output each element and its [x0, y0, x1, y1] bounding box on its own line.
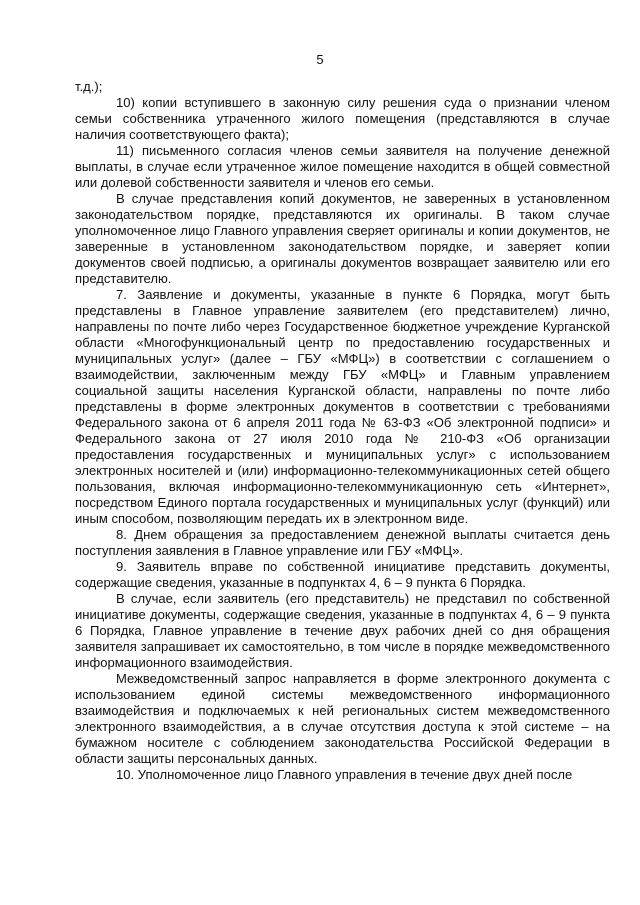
paragraph-copies-note: В случае представления копий документов, не заверенных в установленном законодательством порядке, представляются их оригиналы. В таком случае уполномоченное лицо Главного управления сверяет оригиналы и копии документов, не заверенные в установленном законодательством порядке, и заверяет копии документов своей подписью, а оригиналы документов возвращает заявителю или его представителю. [75, 191, 610, 286]
page-number: 5 [316, 52, 324, 67]
paragraph-clause-9-case: В случае, если заявитель (его представитель) не представил по собственной инициативе документы, содержащие сведения, указанные в подпунктах 4, 6 – 9 пункта 6 Порядка, Главное управление в течение двух рабочих дней со дня обращения заявителя запрашивает их самостоятельно, в том числе в порядке межведомственного информационного взаимодействия. [75, 591, 610, 670]
paragraph-item-10: 10) копии вступившего в законную силу решения суда о признании членом семьи собственника утраченного жилого помещения (представляются в случае наличия соответствующего факта); [75, 95, 610, 142]
paragraph-clause-9: 9. Заявитель вправе по собственной инициативе представить документы, содержащие сведения, указанные в подпунктах 4, 6 – 9 пункта 6 Порядка. [75, 559, 610, 590]
paragraph-clause-7: 7. Заявление и документы, указанные в пункте 6 Порядка, могут быть представлены в Главное управление заявителем (его представителем) лично, направлены по почте либо через Государственное бюджетное учреждение Курганской области «Многофункциональный центр по предоставлению государственных и муниципальных услуг» (далее – ГБУ «МФЦ») в соответствии с соглашением о взаимодействии, заключенным между ГБУ «МФЦ» и Главным управлением социальной защиты населения Курганской области, направлены по почте либо представлены в форме электронных документов в соответствии с требованиями Федерального закона от 6 апреля 2011 года № 63-ФЗ «Об электронной подписи» и Федерального закона от 27 июля 2010 года № 210-ФЗ «Об организации предоставления государственных и муниципальных услуг» с использованием электронных носителей и (или) информационно-телекоммуникационных сетей общего пользования, включая информационно-телекоммуникационную сеть «Интернет», посредством Единого портала государственных и муниципальных услуг (функций) или иным способом, позволяющим передать их в электронном виде. [75, 287, 610, 526]
body-text [75, 79, 610, 783]
paragraph-interagency-request: Межведомственный запрос направляется в форме электронного документа с использованием единой системы межведомственного информационного взаимодействия и подключаемых к ней региональных систем межведомственного электронного взаимодействия, а в случае отсутствия доступа к этой системе – на бумажном носителе с соблюдением законодательства Российской Федерации в области защиты персональных данных. [75, 671, 610, 766]
paragraph-clause-8: 8. Днем обращения за предоставлением денежной выплаты считается день поступления заявления в Главное управление или ГБУ «МФЦ». [75, 527, 610, 558]
paragraph-clause-10: 10. Уполномоченное лицо Главного управления в течение двух дней после [116, 767, 573, 782]
paragraph-continuation: т.д.); [75, 79, 103, 94]
paragraph-item-11: 11) письменного согласия членов семьи заявителя на получение денежной выплаты, в случае если утраченное жилое помещение находится в общей совместной или долевой собственности заявителя и членов его семьи. [75, 143, 610, 190]
